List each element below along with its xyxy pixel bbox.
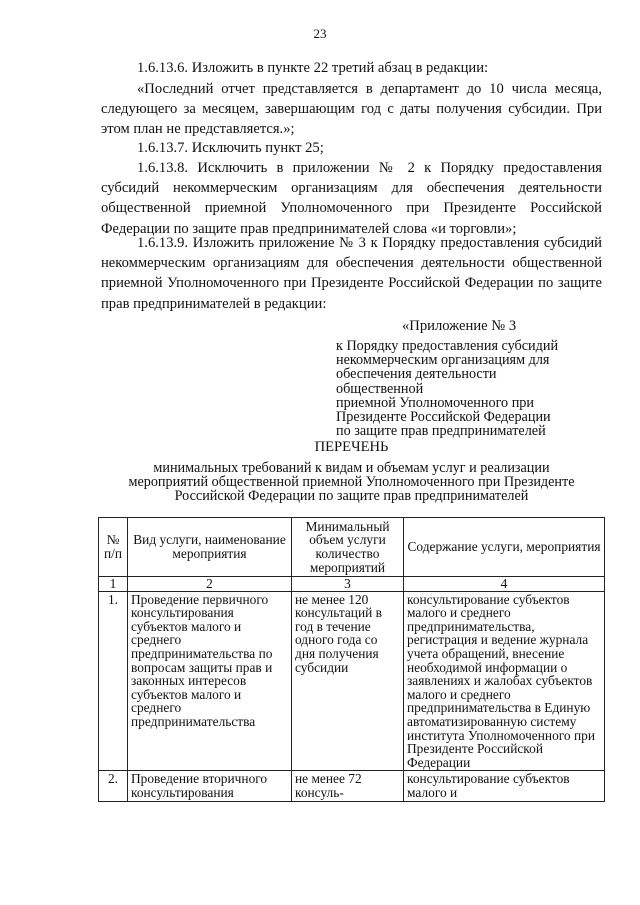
- appendix-line: некоммерческим организациям для: [336, 352, 550, 369]
- list-title: ПЕРЕЧЕНЬ: [314, 439, 389, 455]
- appendix-line: приемной Уполномоченного при: [336, 394, 534, 411]
- requirements-table: [98, 517, 605, 802]
- list-subtitle-line: минимальных требований к видам и объемам услуг и реализации: [153, 460, 550, 476]
- paragraph-1-6-13-8: 1.6.13.8. Исключить в приложении № 2 к Порядку предоставления субсидий некоммерческим организациям для обеспечения деятельности общественной приемной Уполномоченного при Президенте Российской Федерации по защите прав предпринимателей слова «и торговли»;: [101, 160, 602, 237]
- table-row: [99, 591, 605, 771]
- header-service-type: Вид услуги, наименование мероприятия: [128, 518, 292, 577]
- paragraph-1-6-13-6: 1.6.13.6. Изложить в пункте 22 третий абзац в редакции:: [137, 60, 489, 76]
- row-service: Проведение первичного консультирования субъектов малого и среднего предпринимательства по вопросам защиты прав и законных интересов субъектов малого и среднего предпринимательства: [128, 591, 292, 771]
- row-number: 1.: [99, 591, 128, 771]
- table-header-row: [99, 518, 605, 577]
- appendix-line: к Порядку предоставления субсидий: [336, 338, 559, 354]
- table-row: [99, 771, 605, 801]
- column-number-row: [99, 577, 605, 592]
- row-volume: не менее 72 консуль-: [292, 771, 404, 801]
- appendix-line: обеспечения деятельности общественной: [336, 366, 497, 397]
- header-number: № п/п: [99, 518, 128, 577]
- column-number: 1: [99, 577, 128, 592]
- row-content: консультирование субъектов малого и среднего предпринимательства, регистрация и ведение журнала учета обращений, внесение необходимой информации о заявлениях и жалобах субъектов малого и среднего предпринимательства в Единую автоматизированную систему института Уполномоченного при Президенте Российской Федерации: [404, 591, 605, 771]
- paragraph-1-6-13-9: 1.6.13.9. Изложить приложение № 3 к Порядку предоставления субсидий некоммерческим организациям для обеспечения деятельности общественной приемной Уполномоченного при Президенте Российской Федерации по защите прав предпринимателей в редакции:: [101, 235, 602, 312]
- list-subtitle-line: мероприятий общественной приемной Уполномоченного при Президенте: [128, 474, 575, 490]
- header-content: Содержание услуги, мероприятия: [404, 518, 605, 577]
- appendix-line: Президенте Российской Федерации: [336, 409, 551, 426]
- column-number: 3: [292, 577, 404, 592]
- page-number: 23: [313, 26, 327, 41]
- row-service: Проведение вторичного консультирования: [128, 771, 292, 801]
- paragraph-1-6-13-7: 1.6.13.7. Исключить пункт 25;: [137, 140, 324, 156]
- column-number: 2: [128, 577, 292, 592]
- row-content: консультирование субъектов малого и: [404, 771, 605, 801]
- list-subtitle-line: Российской Федерации по защите прав предпринимателей: [174, 488, 529, 504]
- appendix-reference-block: [336, 316, 576, 438]
- row-number: 2.: [99, 771, 128, 801]
- column-number: 4: [404, 577, 605, 592]
- appendix-line: по защите прав предпринимателей: [336, 423, 546, 440]
- appendix-heading: «Приложение № 3: [402, 318, 517, 334]
- row-volume: не менее 120 консультаций в год в течение одного года со дня получения субсидии: [292, 591, 404, 771]
- header-min-volume: Минимальный объем услуги количество мероприятий: [292, 518, 404, 577]
- list-subtitle: [101, 461, 602, 503]
- paragraph-quote-last-report: «Последний отчет представляется в департамент до 10 числа месяца, следующего за месяцем, завершающим год с даты получения субсидии. При этом план не представляется.»;: [101, 81, 602, 138]
